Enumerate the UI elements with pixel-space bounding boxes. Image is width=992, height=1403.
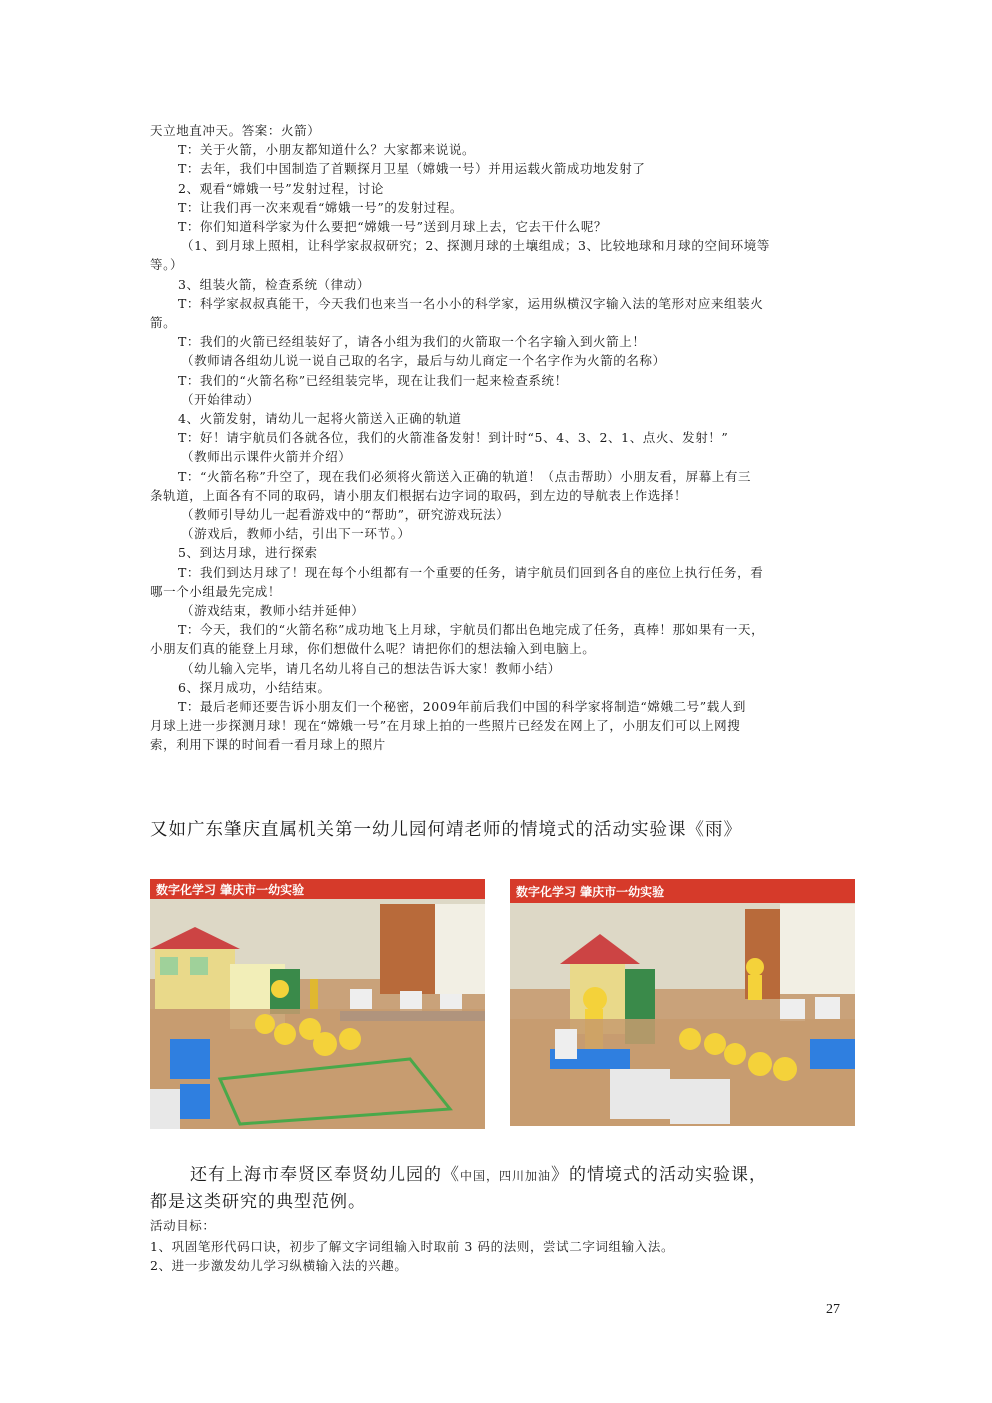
classroom-photo-1 xyxy=(150,879,485,1129)
paragraph-line-1 xyxy=(190,1163,767,1188)
body-line: T：去年，我们中国制造了首颗探月卫星（嫦娥一号）并用运载火箭成功地发射了 xyxy=(178,161,646,177)
body-line: 等。） xyxy=(150,257,184,273)
body-line: T：今天，我们的“火箭名称”成功地飞上月球，宇航员们都出色地完成了任务，真棒！那如果有一天， xyxy=(178,622,765,638)
body-line: 索，利用下课的时间看一看月球上的照片 xyxy=(150,737,386,753)
paragraph-line-2: 都是这类研究的典型范例。 xyxy=(150,1192,366,1212)
banner-text-2: 数字化学习 肇庆市一幼实验 xyxy=(516,885,665,899)
body-line: 哪一个小组最先完成！ xyxy=(150,583,282,599)
body-line: T：我们到达月球了！现在每个小组都有一个重要的任务，请宇航员们回到各自的座位上执行任务，看 xyxy=(178,564,764,580)
body-line: T：你们知道科学家为什么要把“嫦娥一号”送到月球上去，它去干什么呢？ xyxy=(178,219,608,234)
page-number: 27 xyxy=(826,1302,840,1317)
goal-item-1: 1、巩固笔形代码口诀，初步了解文字词组输入时取前 3 码的法则，尝试二字词组输入法。 xyxy=(150,1239,675,1254)
goal-item-2: 2、进一步激发幼儿学习纵横输入法的兴趣。 xyxy=(150,1258,408,1273)
body-line: （幼儿输入完毕，请几名幼儿将自己的想法告诉大家！教师小结） xyxy=(181,660,561,676)
body-line: 4、火箭发射，请幼儿一起将火箭送入正确的轨道 xyxy=(178,411,462,426)
body-line: T：“火箭名称”升空了，现在我们必须将火箭送入正确的轨道！（点击帮助）小朋友看，屏幕上有三 xyxy=(178,468,752,484)
body-line: （教师请各组幼儿说一说自己取的名字，最后与幼儿商定一个名字作为火箭的名称） xyxy=(181,353,666,369)
paragraph-text-b: 》的情境式的活动实验课， xyxy=(551,1165,768,1185)
body-line: T：好！请宇航员们各就各位，我们的火箭准备发射！到计时“5、4、3、2、1、点火、发射！” xyxy=(178,430,729,446)
body-line: 条轨道，上面各有不同的取码，请小朋友们根据右边字词的取码，到左边的导航表上作选择！ xyxy=(150,487,688,503)
body-line: 6、探月成功，小结结束。 xyxy=(178,679,331,695)
section-heading: 又如广东肇庆直属机关第一幼儿园何靖老师的情境式的活动实验课《雨》 xyxy=(150,820,742,840)
body-line: T：我们的火箭已经组装好了，请各小组为我们的火箭取一个名字输入到火箭上！ xyxy=(178,334,646,350)
paragraph-text-a: 还有上海市奉贤区奉贤幼儿园的《 xyxy=(190,1165,460,1185)
body-line: T：关于火箭，小朋友都知道什么？大家都来说说。 xyxy=(178,142,476,158)
classroom-photo-2 xyxy=(510,879,855,1126)
body-line: （教师出示课件火箭并介绍） xyxy=(181,449,352,465)
body-line: 小朋友们真的能登上月球，你们想做什么呢？请把你们的想法输入到电脑上。 xyxy=(150,641,596,657)
body-line: 2、观看“嫦娥一号”发射过程，讨论 xyxy=(178,180,384,196)
body-line: （教师引导幼儿一起看游戏中的“帮助”，研究游戏玩法） xyxy=(181,507,510,522)
goals-title: 活动目标： xyxy=(150,1218,216,1233)
body-line: 5、到达月球，进行探索 xyxy=(178,545,318,561)
body-line: T：最后老师还要告诉小朋友们一个秘密，2009年前后我们中国的科学家将制造“嫦娥二号”载人到 xyxy=(178,699,747,714)
body-line: 3、组装火箭，检查系统（律动） xyxy=(178,276,370,292)
body-line: （开始律动） xyxy=(181,391,260,407)
body-line: 天立地直冲天。答案：火箭） xyxy=(150,123,321,138)
body-line: T：科学家叔叔真能干，今天我们也来当一名小小的科学家，运用纵横汉字输入法的笔形对应来组装火 xyxy=(178,295,764,311)
body-line: 箭。 xyxy=(150,315,177,330)
body-line: T：让我们再一次来观看“嫦娥一号”的发射过程。 xyxy=(178,199,463,215)
body-line: （1、到月球上照相，让科学家叔叔研究；2、探测月球的土壤组成；3、比较地球和月球的空间环境等 xyxy=(181,238,770,254)
body-line: T：我们的“火箭名称”已经组装完毕，现在让我们一起来检查系统！ xyxy=(178,372,568,388)
body-line: （游戏结束，教师小结并延伸） xyxy=(181,603,365,618)
banner-text-1: 数字化学习 肇庆市一幼实验 xyxy=(156,883,305,897)
paragraph-text-small: 中国，四川加油 xyxy=(460,1169,552,1183)
body-line: 月球上进一步探测月球！现在“嫦娥一号”在月球上拍的一些照片已经发在网上了，小朋友们可以上网搜 xyxy=(150,718,741,734)
body-line: （游戏后，教师小结，引出下一环节。） xyxy=(181,526,411,542)
